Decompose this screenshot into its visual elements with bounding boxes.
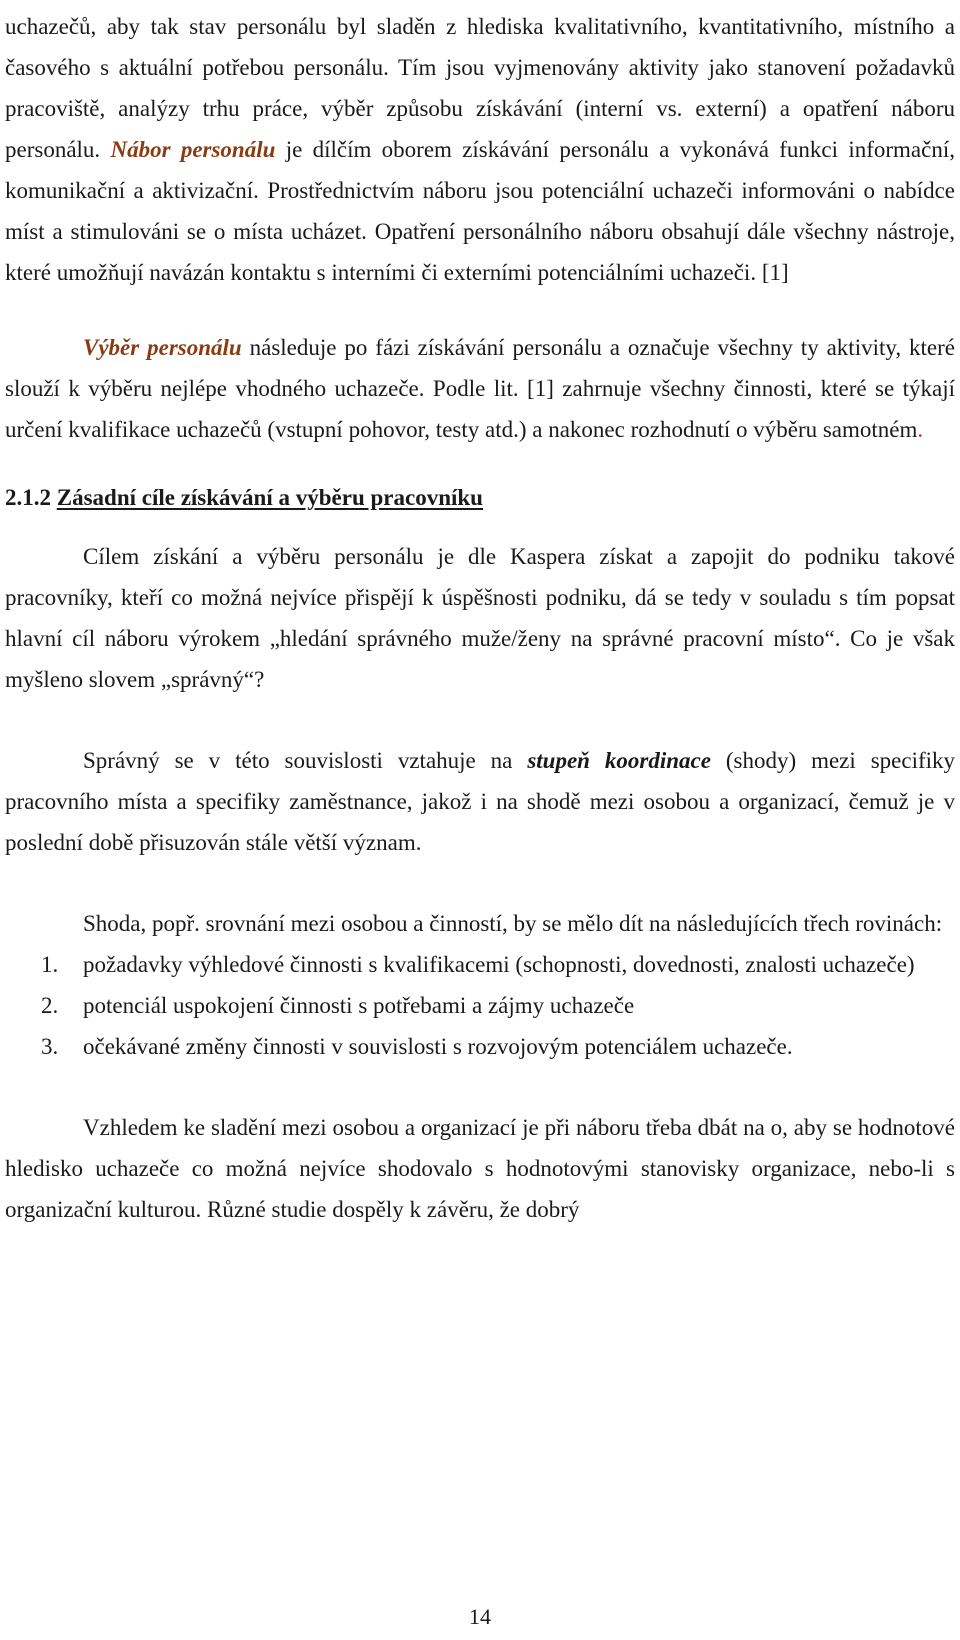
paragraph-culture: Vzhledem ke sladění mezi osobou a organizací je při náboru třeba dbát na o, aby se hodnotové hledisko uchazeče co možná nejvíce shodovalo s hodnotovými stanovisky organizace, nebo-li s organizační kulturou. Různé studie dospěly k závěru, že dobrý xyxy=(5,1115,955,1222)
list-item xyxy=(5,1026,955,1067)
list-item xyxy=(5,944,955,985)
list-item-text: očekávané změny činnosti v souvislosti s rozvojovým potenciálem uchazeče. xyxy=(83,1034,793,1059)
list-marker: 3. xyxy=(41,1034,59,1059)
list-item-text: potenciál uspokojení činnosti s potřebami a zájmy uchazeče xyxy=(83,993,635,1018)
list-marker: 1. xyxy=(41,952,59,977)
paragraph-end-mark: . xyxy=(917,417,924,442)
paragraph-text: (shody) mezi specifiky pracovního místa a specifiky zaměstnance, jakož i na shodě mezi osobou a organizací, čemuž je v poslední době přisuzován stále větší význam. xyxy=(5,748,956,855)
paragraph-levels: Shoda, popř. srovnání mezi osobou a činností, by se mělo dít na následujících třech rovinách: xyxy=(83,911,943,936)
paragraph-coordination xyxy=(5,740,955,863)
paragraph-text: Správný se v této souvislosti vztahuje na xyxy=(83,748,513,773)
term-coordination: stupeň koordinace xyxy=(527,748,711,773)
document-page xyxy=(5,6,955,1230)
section-title: Zásadní cíle získávání a výběru pracovníku xyxy=(56,485,483,510)
criteria-list xyxy=(5,944,955,1067)
list-marker: 2. xyxy=(41,993,59,1018)
paragraph-text: je dílčím oborem získávání personálu a vykonává funkci informační, komunikační a aktivizační. Prostřednictvím náboru jsou potenciální uchazeči informováni o nabídce míst a stimulováni se o místa ucházet. Opatření personálního náboru obsahují dále všechny nástroje, které umožňují navázán kontaktu s interními či externími potenciálními uchazeči. [1] xyxy=(5,137,955,285)
paragraph-text: uchazečů, aby tak stav personálu byl sladěn z hlediska kvalitativního, kvantitativního, místního a časového s aktuální potřebou personálu. Tím jsou vyjmenovány aktivity jako stanovení požadavků pracoviště, analýzy trhu práce, výběr způsobu získávání (interní vs. externí) a opatření náboru personálu. xyxy=(5,14,955,162)
paragraph-recruitment xyxy=(5,6,955,293)
paragraph-text: následuje po fázi získávání personálu a označuje všechny ty aktivity, které slouží k výběru nejlépe vhodného uchazeče. Podle lit. [1] zahrnuje všechny činnosti, které se týkají určení kvalifikace uchazečů (vstupní pohovor, testy atd.) a nakonec rozhodnutí o výběru samotném xyxy=(5,335,956,442)
term-recruitment: Nábor personálu xyxy=(110,137,276,162)
paragraph-selection xyxy=(5,327,955,450)
section-heading xyxy=(5,478,955,518)
paragraph-goal: Cílem získání a výběru personálu je dle Kaspera získat a zapojit do podniku takové pracovníky, kteří co možná nejvíce přispějí k úspěšnosti podniku, dá se tedy v souladu s tím popsat hlavní cíl náboru výrokem „hledání správného muže/ženy na správné pracovní místo“. Co je však myšleno slovem „správný“? xyxy=(5,544,955,692)
page-number: 14 xyxy=(469,1604,491,1629)
list-item xyxy=(5,985,955,1026)
section-number: 2.1.2 xyxy=(5,485,51,510)
term-selection: Výběr personálu xyxy=(83,335,242,360)
list-item-text: požadavky výhledové činnosti s kvalifikacemi (schopnosti, dovednosti, znalosti uchazeče) xyxy=(83,952,915,977)
